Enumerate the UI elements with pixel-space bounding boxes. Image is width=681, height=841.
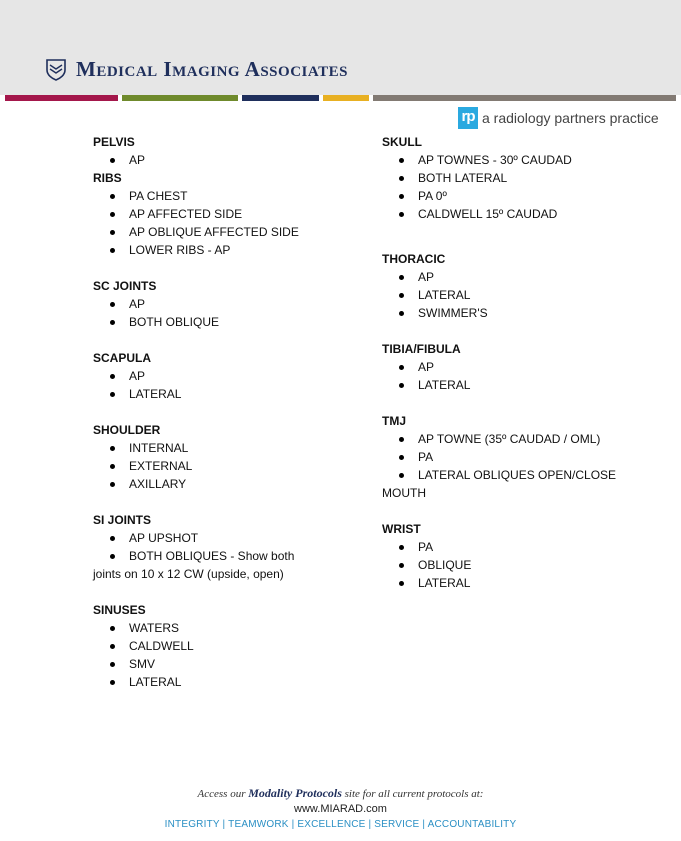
list-item: PA xyxy=(382,538,642,556)
section-title: PELVIS xyxy=(93,135,135,149)
section-title: SCAPULA xyxy=(93,351,152,365)
affiliate-text: a radiology partners practice xyxy=(482,110,659,126)
stripe-gray xyxy=(373,95,676,101)
list-item: EXTERNAL xyxy=(93,457,333,475)
website-link[interactable]: www.MIARAD.com xyxy=(294,803,387,815)
rp-logo-icon: rp xyxy=(458,107,478,129)
right-column xyxy=(382,133,642,592)
section-title: SINUSES xyxy=(93,603,146,617)
org-name: Medical Imaging Associates xyxy=(76,57,348,81)
section-tibia-fibula xyxy=(382,340,642,394)
logo xyxy=(46,57,348,82)
list-item: AP TOWNE (35º CAUDAD / OML) xyxy=(382,430,642,448)
section-title: SC JOINTS xyxy=(93,279,157,293)
section-tmj xyxy=(382,412,642,502)
section-shoulder xyxy=(93,421,333,493)
section-ribs xyxy=(93,169,333,259)
list-item: PA 0º xyxy=(382,187,642,205)
list-item: AP UPSHOT xyxy=(93,529,333,547)
list-item: AP OBLIQUE AFFECTED SIDE xyxy=(93,223,333,241)
list-item: AXILLARY xyxy=(93,475,333,493)
section-title: THORACIC xyxy=(382,252,446,266)
section-sinuses xyxy=(93,601,333,691)
section-title: WRIST xyxy=(382,522,421,536)
list-item: AP AFFECTED SIDE xyxy=(93,205,333,223)
section-pelvis xyxy=(93,133,333,169)
section-title: RIBS xyxy=(93,171,122,185)
stripe-green xyxy=(122,95,238,101)
footer xyxy=(0,786,681,832)
list-item: LATERAL xyxy=(93,385,333,403)
list-item: AP xyxy=(382,358,642,376)
list-item: LATERAL xyxy=(382,376,642,394)
section-thoracic xyxy=(382,250,642,322)
list-item: LATERAL xyxy=(93,673,333,691)
list-item: SWIMMER'S xyxy=(382,304,642,322)
shield-logo-icon xyxy=(46,59,66,81)
stripe-gold xyxy=(323,95,369,101)
section-title: TIBIA/FIBULA xyxy=(382,342,461,356)
section-si-joints xyxy=(93,511,333,583)
list-item: LATERAL xyxy=(382,574,642,592)
list-item: WATERS xyxy=(93,619,333,637)
section-title: SHOULDER xyxy=(93,423,161,437)
list-item: PA CHEST xyxy=(93,187,333,205)
footer-note xyxy=(0,786,681,802)
affiliate-tag xyxy=(458,107,659,129)
section-wrist xyxy=(382,520,642,592)
list-item-continuation: joints on 10 x 12 CW (upside, open) xyxy=(93,567,284,581)
list-item: PA xyxy=(382,448,642,466)
list-item: LATERAL xyxy=(382,286,642,304)
list-item: BOTH OBLIQUE xyxy=(93,313,333,331)
list-item: AP xyxy=(382,268,642,286)
core-values: INTEGRITY | TEAMWORK | EXCELLENCE | SERVICE | ACCOUNTABILITY xyxy=(164,819,517,830)
list-item: AP xyxy=(93,151,333,169)
list-item-continuation: MOUTH xyxy=(382,486,426,500)
section-title: TMJ xyxy=(382,414,406,428)
list-item-text: LATERAL OBLIQUES OPEN/CLOSE xyxy=(418,468,617,482)
list-item: AP xyxy=(93,367,333,385)
list-item: OBLIQUE xyxy=(382,556,642,574)
section-title: SI JOINTS xyxy=(93,513,152,527)
section-skull xyxy=(382,133,642,223)
list-item: CALDWELL 15º CAUDAD xyxy=(382,205,642,223)
stripe-magenta xyxy=(5,95,118,101)
list-item: CALDWELL xyxy=(93,637,333,655)
list-item: BOTH LATERAL xyxy=(382,169,642,187)
left-column xyxy=(93,133,333,691)
modality-protocols-label: Modality Protocols xyxy=(248,786,342,800)
section-scapula xyxy=(93,349,333,403)
list-item: SMV xyxy=(93,655,333,673)
list-item: INTERNAL xyxy=(93,439,333,457)
list-item: AP TOWNES - 30º CAUDAD xyxy=(382,151,642,169)
list-item-text: BOTH OBLIQUES - Show both xyxy=(129,549,295,563)
list-item xyxy=(93,547,333,583)
footer-note-post: site for all current protocols at: xyxy=(341,788,484,800)
list-item: LOWER RIBS - AP xyxy=(93,241,333,259)
section-title: SKULL xyxy=(382,135,422,149)
list-item xyxy=(382,466,642,502)
footer-note-pre: Access our xyxy=(197,788,249,800)
section-sc-joints xyxy=(93,277,333,331)
stripe-navy xyxy=(242,95,319,101)
list-item: AP xyxy=(93,295,333,313)
